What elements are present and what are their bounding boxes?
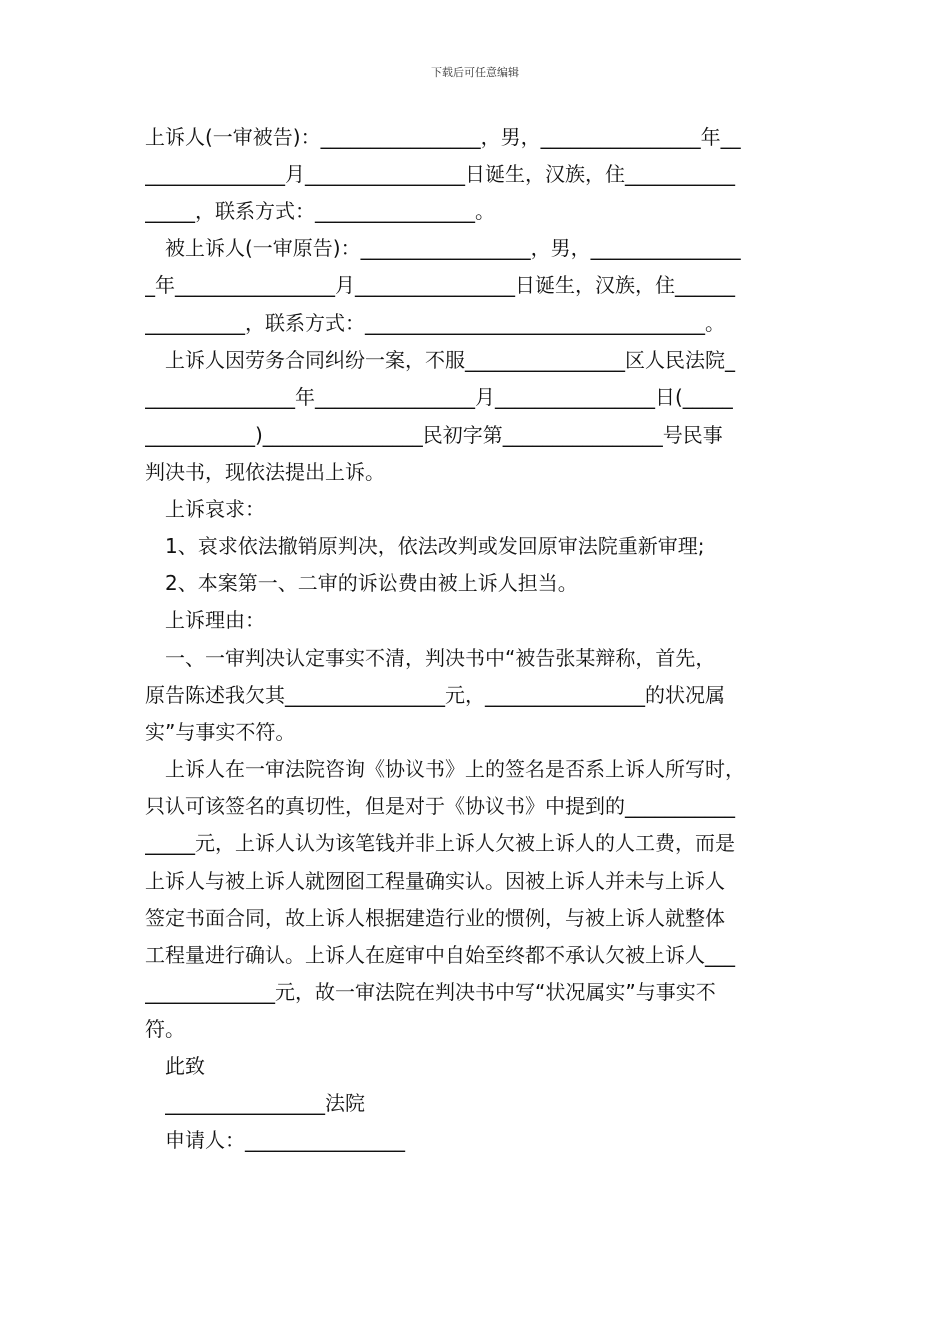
closing-text: 此致	[165, 1054, 205, 1078]
text-line: 2、本案第一、二审的诉讼费由被上诉人担当。	[165, 571, 578, 595]
text-line: _年________________月________________日诞生，汉族，住______	[145, 273, 735, 297]
text-line: 被上诉人(一审原告)：_________________，男，_______________	[165, 236, 741, 260]
text-line: ______________月________________日诞生，汉族，住___________	[145, 162, 735, 186]
text-line: 判决书，现依法提出上诉。	[145, 460, 385, 484]
text-line: 签定书面合同，故上诉人根据建造行业的惯例，与被上诉人就整体	[145, 906, 725, 930]
applicant-line: 申请人：________________	[165, 1128, 405, 1152]
section-heading: 上诉理由：	[165, 608, 265, 632]
text-line: __________，联系方式：__________________________________。	[145, 311, 725, 335]
section-heading: 上诉哀求：	[165, 497, 265, 521]
text-line: 符。	[145, 1017, 185, 1041]
text-line: 只认可该签名的真切性，但是对于《协议书》中提到的___________	[145, 794, 735, 818]
text-line: 原告陈述我欠其________________元，________________的状况属	[145, 683, 725, 707]
text-line: _______________年________________月________________日(_____	[145, 385, 733, 409]
text-line: 上诉人与被上诉人就囫囵工程量确实认。因被上诉人并未与上诉人	[145, 869, 725, 893]
text-line: 上诉人因劳务合同纠纷一案，不服________________区人民法院_	[165, 348, 735, 372]
text-line: 上诉人在一审法院咨询《协议书》上的签名是否系上诉人所写时，	[165, 757, 745, 781]
text-line: ___________)________________民初字第________________号民事	[145, 423, 723, 447]
text-line: 工程量进行确认。上诉人在庭审中自始至终都不承认欠被上诉人___	[145, 943, 735, 967]
text-line: 实”与事实不符。	[145, 720, 296, 744]
court-line: ________________法院	[165, 1091, 365, 1115]
text-line: 一、一审判决认定事实不清，判决书中“被告张某辩称，首先，	[165, 646, 716, 670]
text-line: _____________元，故一审法院在判决书中写“状况属实”与事实不	[145, 980, 716, 1004]
text-line: 1、哀求依法撤销原判决，依法改判或发回原审法院重新审理;	[165, 534, 705, 558]
text-line: 上诉人(一审被告)：________________，男，________________年__	[145, 125, 741, 149]
text-line: _____元，上诉人认为该笔钱并非上诉人欠被上诉人的人工费，而是	[145, 831, 735, 855]
text-line: _____，联系方式：________________。	[145, 199, 495, 223]
page-header: 下载后可任意编辑	[431, 66, 519, 79]
